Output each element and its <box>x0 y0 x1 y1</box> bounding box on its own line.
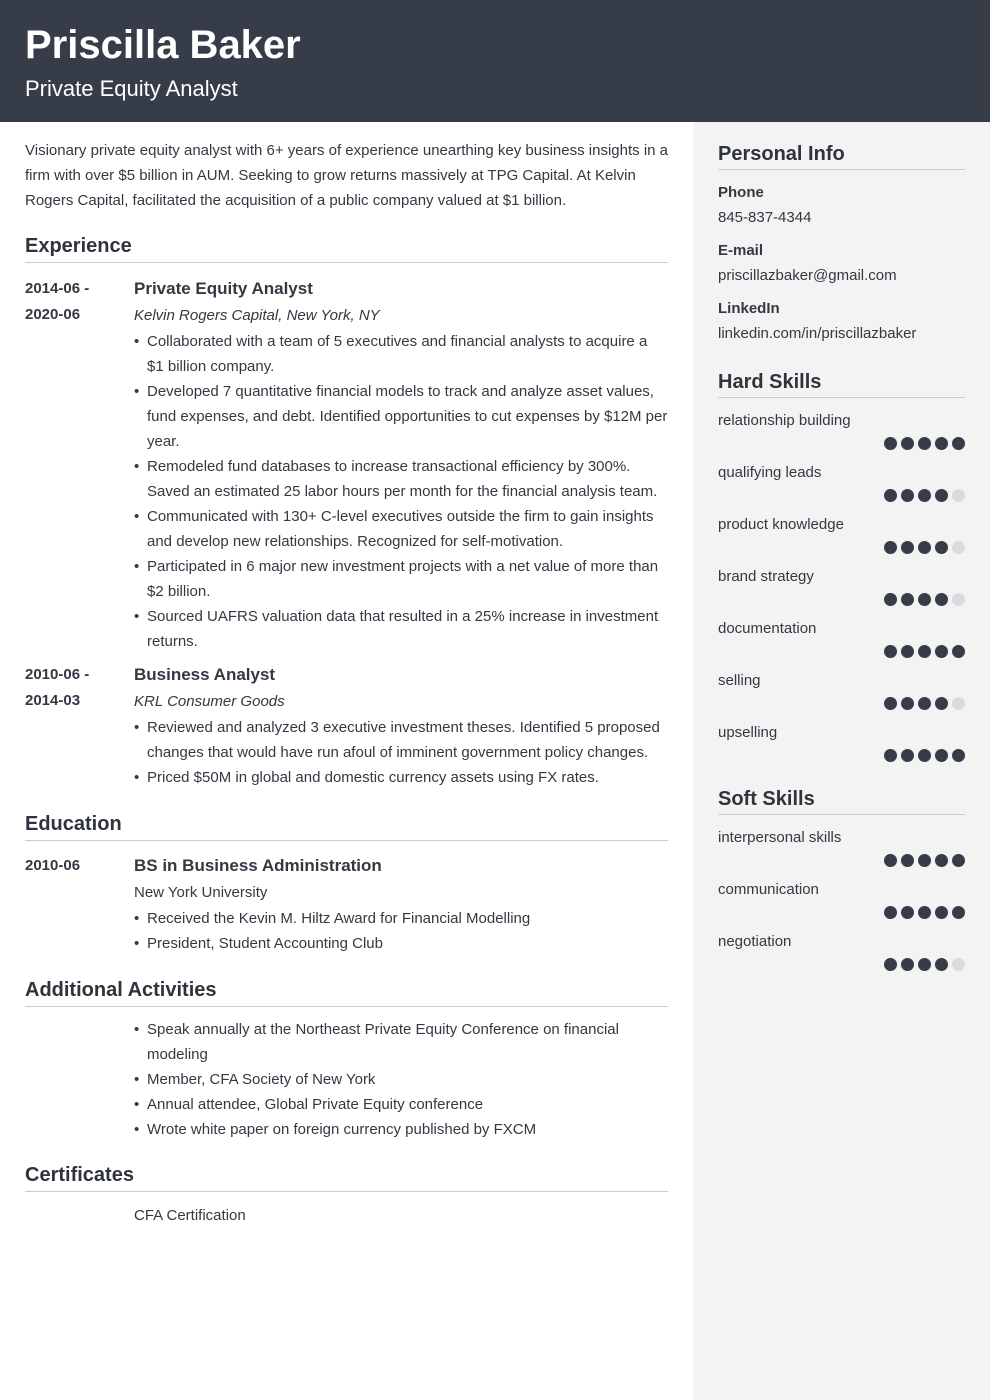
rating-dot-filled <box>935 645 948 658</box>
soft-skills-heading: Soft Skills <box>718 786 965 815</box>
skill-rating <box>718 593 965 606</box>
skill-item <box>718 567 965 606</box>
job-company: Kelvin Rogers Capital, New York, NY <box>134 307 380 324</box>
bullet-item: • Developed 7 quantitative financial models to track and analyze asset values, fund expenses, and debt. Identified opportunities to cut expenses by $12M per year. <box>134 379 668 454</box>
rating-dot-filled <box>884 906 897 919</box>
personal-info-heading: Personal Info <box>718 141 965 170</box>
rating-dot-filled <box>918 906 931 919</box>
rating-dot-empty <box>952 593 965 606</box>
job-bullets <box>134 329 668 654</box>
rating-dot-filled <box>935 906 948 919</box>
phone-label: Phone <box>718 184 764 201</box>
skill-item <box>718 463 965 502</box>
rating-dot-filled <box>918 489 931 502</box>
education-bullets <box>134 906 668 956</box>
experience-entry <box>25 276 668 654</box>
skill-item <box>718 880 965 919</box>
skill-name: selling <box>718 672 761 689</box>
date-start: 2014-06 - <box>25 280 90 297</box>
experience-heading: Experience <box>25 233 668 263</box>
skill-item <box>718 671 965 710</box>
rating-dot-filled <box>935 749 948 762</box>
rating-dot-filled <box>935 958 948 971</box>
rating-dot-filled <box>935 541 948 554</box>
linkedin-label: LinkedIn <box>718 300 780 317</box>
rating-dot-filled <box>935 593 948 606</box>
skill-name: documentation <box>718 620 817 637</box>
bullet-item: • Reviewed and analyzed 3 executive investment theses. Identified 5 proposed changes that would have run afoul of imminent government policy changes. <box>134 715 668 765</box>
rating-dot-filled <box>918 854 931 867</box>
skill-item <box>718 619 965 658</box>
skill-item <box>718 828 965 867</box>
rating-dot-filled <box>884 697 897 710</box>
bullet-item: • Collaborated with a team of 5 executives and financial analysts to acquire a $1 billion company. <box>134 329 668 379</box>
rating-dot-filled <box>918 749 931 762</box>
skill-name: brand strategy <box>718 568 814 585</box>
date-end: 2014-03 <box>25 692 81 709</box>
rating-dot-filled <box>884 958 897 971</box>
activities-heading: Additional Activities <box>25 977 668 1007</box>
rating-dot-empty <box>952 541 965 554</box>
skill-item <box>718 932 965 971</box>
skill-rating <box>718 854 965 867</box>
entry-body <box>134 853 668 956</box>
bullet-item: • Sourced UAFRS valuation data that resulted in a 25% increase in investment returns. <box>134 604 668 654</box>
rating-dot-filled <box>884 749 897 762</box>
job-role: Private Equity Analyst <box>134 279 313 298</box>
rating-dot-empty <box>952 489 965 502</box>
rating-dot-filled <box>901 541 914 554</box>
bullet-item: • Remodeled fund databases to increase transactional efficiency by 300%. Saved an estimated 25 labor hours per month for the financial analysis team. <box>134 454 668 504</box>
experience-section <box>25 233 668 790</box>
rating-dot-filled <box>884 437 897 450</box>
activities-section <box>25 977 668 1142</box>
skill-item <box>718 515 965 554</box>
rating-dot-filled <box>935 697 948 710</box>
entry-body <box>134 1202 668 1229</box>
bullet-item: • Member, CFA Society of New York <box>134 1067 668 1092</box>
rating-dot-filled <box>884 645 897 658</box>
rating-dot-filled <box>884 489 897 502</box>
education-section <box>25 811 668 956</box>
rating-dot-filled <box>901 437 914 450</box>
rating-dot-filled <box>901 593 914 606</box>
experience-entry <box>25 662 668 790</box>
rating-dot-filled <box>918 958 931 971</box>
school: New York University <box>134 884 268 901</box>
education-entry <box>25 853 668 956</box>
education-heading: Education <box>25 811 668 841</box>
date-start: 2010-06 - <box>25 666 90 683</box>
rating-dot-filled <box>918 541 931 554</box>
skill-rating <box>718 437 965 450</box>
rating-dot-filled <box>952 645 965 658</box>
summary: Visionary private equity analyst with 6+ years of experience unearthing key business insights in a firm with over $5 billion in AUM. Seeking to grow returns massively at TPG Capital. At Kelvin Rogers Capital, facilitated the acquisition of a public company valued at $1 billion. <box>25 142 669 209</box>
activities-entry <box>25 1017 668 1142</box>
certificates-heading: Certificates <box>25 1162 668 1192</box>
skill-name: negotiation <box>718 933 792 950</box>
skill-name: communication <box>718 881 819 898</box>
soft-skills-list <box>718 828 965 971</box>
rating-dot-empty <box>952 697 965 710</box>
bullet-item: • President, Student Accounting Club <box>134 931 668 956</box>
rating-dot-filled <box>918 593 931 606</box>
date-end: 2020-06 <box>25 306 81 323</box>
bullet-item: • Participated in 6 major new investment projects with a net value of more than $2 billion. <box>134 554 668 604</box>
hard-skills-section <box>718 369 965 762</box>
certificate-item: CFA Certification <box>134 1207 246 1224</box>
email-label: E-mail <box>718 242 764 259</box>
skill-rating <box>718 489 965 502</box>
rating-dot-filled <box>884 854 897 867</box>
rating-dot-filled <box>952 854 965 867</box>
rating-dot-empty <box>952 958 965 971</box>
rating-dot-filled <box>901 749 914 762</box>
hard-skills-heading: Hard Skills <box>718 369 965 398</box>
rating-dot-filled <box>901 697 914 710</box>
bullet-item: • Priced $50M in global and domestic currency assets using FX rates. <box>134 765 668 790</box>
job-company: KRL Consumer Goods <box>134 693 285 710</box>
skill-name: product knowledge <box>718 516 844 533</box>
hard-skills-list <box>718 411 965 762</box>
skill-rating <box>718 958 965 971</box>
entry-date <box>25 662 134 790</box>
rating-dot-filled <box>935 854 948 867</box>
skill-name: upselling <box>718 724 778 741</box>
rating-dot-filled <box>901 645 914 658</box>
skill-rating <box>718 906 965 919</box>
sidebar <box>693 122 990 1400</box>
skill-rating <box>718 697 965 710</box>
entry-date: 2010-06 <box>25 857 81 874</box>
bullet-item: • Speak annually at the Northeast Private Equity Conference on financial modeling <box>134 1017 668 1067</box>
skill-name: interpersonal skills <box>718 829 842 846</box>
rating-dot-filled <box>918 697 931 710</box>
entry-date <box>25 1202 134 1229</box>
bullet-item: • Wrote white paper on foreign currency published by FXCM <box>134 1117 668 1142</box>
skill-item <box>718 411 965 450</box>
certificates-entry <box>25 1202 668 1229</box>
entry-body <box>134 276 668 654</box>
rating-dot-filled <box>918 645 931 658</box>
skill-rating <box>718 541 965 554</box>
rating-dot-filled <box>901 489 914 502</box>
skill-item <box>718 723 965 762</box>
rating-dot-filled <box>952 906 965 919</box>
main-column <box>25 138 668 1229</box>
rating-dot-filled <box>918 437 931 450</box>
candidate-name: Priscilla Baker <box>25 23 301 67</box>
rating-dot-filled <box>952 437 965 450</box>
bullet-item: • Received the Kevin M. Hiltz Award for Financial Modelling <box>134 906 668 931</box>
linkedin-value: linkedin.com/in/priscillazbaker <box>718 325 917 342</box>
bullet-item: • Communicated with 130+ C-level executives outside the firm to gain insights and develop new relationships. Recognized for self-motivation. <box>134 504 668 554</box>
rating-dot-filled <box>884 541 897 554</box>
degree: BS in Business Administration <box>134 856 382 875</box>
skill-name: relationship building <box>718 412 851 429</box>
activities-bullets <box>134 1017 668 1142</box>
certificates-section <box>25 1162 668 1229</box>
candidate-title: Private Equity Analyst <box>25 76 238 101</box>
entry-body <box>134 662 668 790</box>
soft-skills-section <box>718 786 965 971</box>
entry-date <box>25 276 134 654</box>
phone-value: 845-837-4344 <box>718 209 812 226</box>
email-value: priscillazbaker@gmail.com <box>718 267 897 284</box>
job-bullets <box>134 715 668 790</box>
sidebar-content <box>718 141 965 971</box>
skill-rating <box>718 645 965 658</box>
resume-header <box>0 0 990 122</box>
rating-dot-filled <box>901 854 914 867</box>
rating-dot-filled <box>935 489 948 502</box>
skill-rating <box>718 749 965 762</box>
rating-dot-filled <box>935 437 948 450</box>
entry-body <box>134 1017 668 1142</box>
entry-date <box>25 1017 134 1142</box>
skill-name: qualifying leads <box>718 464 822 481</box>
bullet-item: • Annual attendee, Global Private Equity conference <box>134 1092 668 1117</box>
rating-dot-filled <box>952 749 965 762</box>
rating-dot-filled <box>901 958 914 971</box>
job-role: Business Analyst <box>134 665 276 684</box>
rating-dot-filled <box>901 906 914 919</box>
rating-dot-filled <box>884 593 897 606</box>
